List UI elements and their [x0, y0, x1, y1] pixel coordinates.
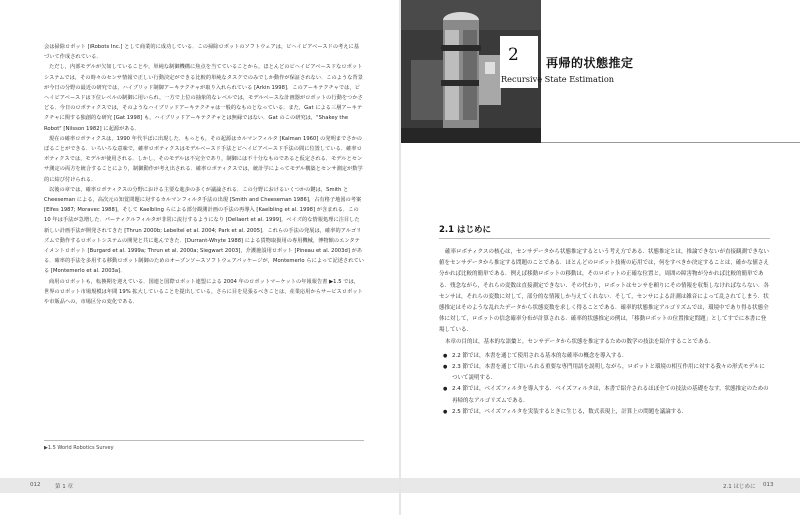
list-item-text: 2.5 節では，ベイズフィルタを実装するときに生じる，数式表現上，計算上の問題を議論する． — [452, 408, 688, 415]
body-paragraph: 本章の目的は，基本的な語彙と，センサデータから状態を推定するための数学の技法を紹介することである． — [445, 338, 715, 345]
right-page-body — [439, 247, 770, 418]
body-paragraph: 商用のロボットも，転換期を迎えている．国連と国際ロボット連盟による 2004 年のロボットマーケットの年報報告書 ▶1.5 では，世界のロボット市場規模は年間 19% 拡大していることを提出している，さらに目を見張るべきことは，産業応用からサービスロボットや市販品への，市場区分の変化である． — [44, 278, 363, 306]
list-item — [439, 384, 770, 406]
section-divider — [439, 238, 770, 239]
chapter-running-head: 第 1 章 — [55, 484, 73, 490]
left-page — [0, 0, 399, 515]
list-item-text: 2.2 節では，本書を通じて使用される基本的な確率の概念を導入する． — [452, 352, 628, 359]
body-paragraph: ただし，内部モデルが欠如していることや，単純な制御機構に焦点を当てていることから，ほとんどのビヘイビアベースドなロボットシステムでは，その時々のセンサ情報で正しい行動決定ができる比較的単純なタスクでのみでしか動作が保証されない．このような背景が今日の分野の最近の研究では，ハイブリッド制御アーキテクチャが取り入れられている [Arkin 1998]．このアーキテクチャでは，ビヘイビアベースドは下位レベルの制御に用いられ，一方で上位の抽象的なレベルでは，モデルベースな計画器がロボットの行動をつかさどる．今日のロボティクスでは，そのようなハイブリッドアーキテクチャは一般的なものとなっている．また，Gat による三層アーキテクチャに関する独創的な研究 [Gat 1998] も，ハイブリッドアーキテクチャとは無縁ではない．Gat のこの研究は，"Shakey the Robot" [Nilsson 1982] に起源がある． — [44, 64, 363, 132]
bullet-icon: ● — [443, 352, 448, 359]
body-paragraph: 現在の確率ロボティクスは，1990 年代半ばに出現した．もっとも，その起源はカルマンフィルタ [Kalman 1960] の発明までさかのぼることができる．いろいろな意味で，確率ロボティクスはモデルベースド手法とビヘイビアベースド手法の間に位置している．確率ロボティクスでは，モデルが使用される．しかし，そのモデルは不完全であり，制御には不十分なものであると仮定される．モデルとセンサ測定の両方を統合することにより，制御動作が考え出される．確率ロボティクスでは，統計学によってモデル構築とセンサ測定が数学的に結び付けられる． — [44, 135, 363, 183]
right-page — [401, 0, 800, 515]
page-number: 012 — [30, 482, 41, 488]
body-paragraph: 確率ロボティクスの核心は，センサデータから状態推定するという考え方である．状態推定とは，推論できないが直接観測できない値をセンサデータから推定する問題のことである．ほとんどのロボット技術の応用では，何をすべきか決定することは，確かな値さえ分かれば比較的簡単である．例えば移動ロボットの移動は，そのロボットの正確な位置と，周囲の障害物が分かれば比較的簡単である．残念ながら，それらの変数は直接測定できない．その代わり，ロボットはセンサを頼りにその情報を収集しなければならない．各センサは，それらの変数に対して，部分的な情報しか与えてくれない．そして，センサによる計測は雑音によって乱されてしまう．状態推定はそのような乱れたデータから状態変数を求しく得ることである．確率的状態推定アルゴリズムでは，環境中であり得る状態全体に対して，ロボットの信念確率分布が計算される．確率的状態推定の例は，「移動ロボットの位置推定問題」としてすでに本書に登場している． — [439, 249, 770, 334]
left-page-body — [44, 42, 364, 307]
footnote-divider — [44, 440, 364, 441]
body-paragraph: 会は掃除ロボット [iRobots Inc.] として商業的に成功している．この掃除ロボットのソフトウェアは，ビヘイビアベースドの考えに基づいて作成されている． — [44, 44, 360, 61]
chapter-number: 2 — [508, 45, 519, 65]
bullet-icon: ● — [443, 408, 448, 415]
left-footer — [0, 478, 399, 493]
chapter-divider — [541, 142, 800, 143]
section-list — [439, 351, 770, 418]
right-footer — [401, 478, 800, 493]
chapter-title: 再帰的状態推定 — [546, 56, 634, 70]
list-item — [439, 362, 770, 384]
bullet-icon: ● — [443, 364, 448, 371]
list-item-text: 2.3 節では，本書を通じて用いられる重要な専門用語を説明しながら，ロボットと環境の相互作用に対する我々の形式モデルについて説明する． — [452, 364, 765, 382]
chapter-title-english: Recursive State Estimation — [501, 74, 615, 84]
page-number: 013 — [763, 482, 774, 488]
body-paragraph: 以後の章では，確率ロボティクスの分野における主要な進歩の多くが議論される．この分野におけるいくつかの鍵は，Smith と Cheeseman による，高次元の知覚問題に対するカルマンフィルタ手法の出現 [Smith and Cheeseman 1986]，占有格子地図の考案 [Elfes 1987; Moravec 1988]，そして Kaelbling らによる部分観測計画の手法の再導入 [Kaelbling et al. 1998] が含まれる．この 10 年は手法が急増した．パーティクルフィルタが非常に流行するようになり [Dellaert et al. 1999]，ベイズ的な情報処理に注目した新しい計画手法が開発されてきた [Thrun 2000b; Lebeltel et al. 2004; Park et al. 2005]．これらの手法の発展は，確率的アルゴリズムで動作するロボットシステムの開発と共に進んできた．[Durrant-Whyte 1988] による貨物取扱用の専用機械，博物館のエンタテイメントロボット [Burgard et al. 1999a; Thrun et al. 2000a; Siegwart 2003]，介護施設用ロボット [Pineau et al. 2003d] がある．確率的手法を多用する移動ロボット制御のためのオープンソースソフトウェアパッケージが，Montemerlo らによって記述されている [Montemerlo et al. 2003a]． — [44, 186, 364, 275]
footnote: ▶1.5 World Robotics Survey — [44, 445, 114, 451]
section-heading: 2.1 はじめに — [439, 225, 492, 235]
section-running-head: 2.1 はじめに — [723, 484, 756, 490]
list-item-text: 2.4 節では，ベイズフィルタを導入する．ベイズフィルタは，本書で紹介されるほぼ全ての技法の基礎をなす，状態推定のための再帰的なアルゴリズムである． — [452, 386, 769, 404]
list-item — [439, 407, 770, 418]
bullet-icon: ● — [443, 386, 448, 393]
list-item — [439, 351, 770, 362]
